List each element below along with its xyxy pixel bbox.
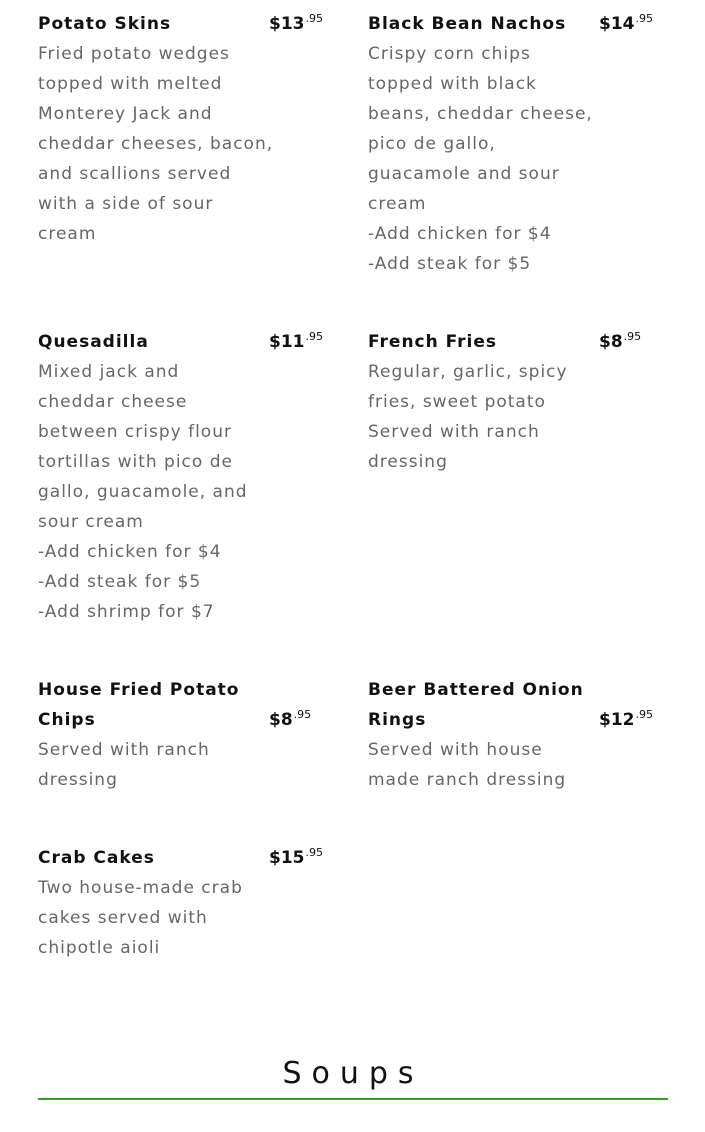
description-line: Fried potato wedges [38, 44, 230, 64]
description-line: topped with melted [38, 74, 223, 94]
item-description [38, 735, 266, 795]
section-divider [38, 1098, 668, 1100]
item-price: $\$13^{.95}$ [269, 12, 323, 34]
menu-item-crab-cakes [38, 843, 338, 973]
description-line: -Add chicken for $4 [38, 542, 222, 562]
item-price: $\$14^{.95}$ [599, 12, 653, 34]
description-line: Two house-made crab [38, 878, 243, 898]
description-line: Served with ranch [38, 740, 210, 760]
description-line: cakes served with [38, 908, 208, 928]
description-line: Crispy corn chips [368, 44, 531, 64]
description-line: cheddar cheese [38, 392, 188, 412]
item-name: Black Bean Nachos [368, 14, 567, 34]
item-name: Potato Skins [38, 14, 172, 34]
item-name: House Fried Potato Chips [38, 680, 240, 730]
description-line: beans, cheddar cheese, [368, 104, 593, 124]
menu-item-house-fried-potato-chips [38, 675, 338, 805]
description-line: cream [368, 194, 427, 214]
item-name: Beer Battered Onion Rings [368, 680, 584, 730]
item-price: $\$8^{.95}$ [269, 708, 312, 730]
description-line: sour cream [38, 512, 144, 532]
description-line: topped with black [368, 74, 537, 94]
item-name: French Fries [368, 332, 498, 352]
description-line: gallo, guacamole, and [38, 482, 248, 502]
menu-item-quesadilla [38, 327, 338, 627]
item-description [38, 39, 274, 249]
item-name: Crab Cakes [38, 848, 155, 868]
description-line: between crispy flour [38, 422, 232, 442]
description-line: Regular, garlic, spicy [368, 362, 568, 382]
item-description [368, 735, 596, 795]
description-line: Served with house [368, 740, 543, 760]
item-price: $\$11^{.95}$ [269, 330, 323, 352]
description-line: -Add shrimp for $7 [38, 602, 215, 622]
description-line: guacamole and sour [368, 164, 560, 184]
item-description [38, 357, 266, 627]
item-description [368, 39, 596, 279]
menu-item-beer-battered-onion-rings [368, 675, 668, 805]
item-price: $\$12^{.95}$ [599, 708, 653, 730]
description-line: with a side of sour [38, 194, 214, 214]
description-line: and scallions served [38, 164, 232, 184]
description-line: fries, sweet potato [368, 392, 546, 412]
description-line: -Add chicken for $4 [368, 224, 552, 244]
description-line: dressing [368, 452, 448, 472]
description-line: Monterey Jack and [38, 104, 213, 124]
description-line: Mixed jack and [38, 362, 180, 382]
item-price: $\$8^{.95}$ [599, 330, 642, 352]
description-line: Served with ranch [368, 422, 540, 442]
item-name: Quesadilla [38, 332, 149, 352]
item-description [38, 873, 266, 963]
description-line: cream [38, 224, 97, 244]
description-line: dressing [38, 770, 118, 790]
description-line: chipotle aioli [38, 938, 161, 958]
description-line: made ranch dressing [368, 770, 567, 790]
menu-item-black-bean-nachos [368, 9, 668, 279]
description-line: -Add steak for $5 [368, 254, 532, 274]
menu-item-french-fries [368, 327, 668, 487]
description-line: pico de gallo, [368, 134, 496, 154]
description-line: cheddar cheeses, bacon, [38, 134, 274, 154]
item-description [368, 357, 596, 477]
section-heading-soups: Soups [282, 1056, 424, 1091]
description-line: -Add steak for $5 [38, 572, 202, 592]
description-line: tortillas with pico de [38, 452, 233, 472]
menu-item-potato-skins [38, 9, 338, 259]
item-price: $\$15^{.95}$ [269, 846, 323, 868]
